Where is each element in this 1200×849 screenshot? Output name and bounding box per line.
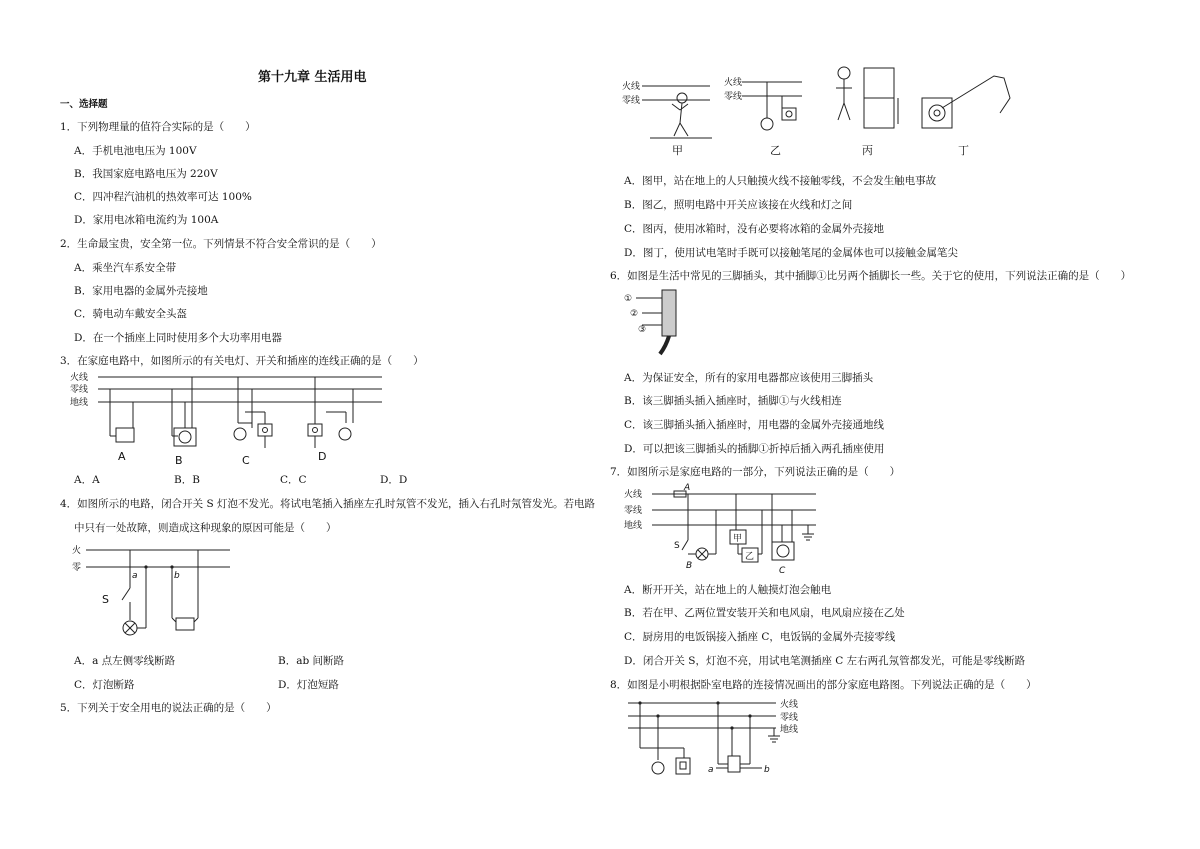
q2-option-d: D．在一个插座上同时使用多个大功率用电器 bbox=[74, 332, 282, 344]
q3-stem: 3．在家庭电路中，如图所示的有关电灯、开关和插座的连线正确的是（ ） bbox=[60, 355, 424, 367]
q7-line-ground: 地线 bbox=[624, 521, 643, 531]
q8-line-ground: 地线 bbox=[780, 725, 799, 735]
q3-fig-label-d: D bbox=[318, 450, 327, 463]
q1-option-b: B．我国家庭电路电压为 220V bbox=[74, 168, 218, 180]
q5-fig-label-jia: 甲 bbox=[672, 144, 683, 157]
q5-option-a: A．图甲，站在地上的人只触摸火线不接触零线，不会发生触电事故 bbox=[624, 175, 937, 187]
q8-circuit-figure bbox=[624, 696, 814, 786]
q5-jia-line-live: 火线 bbox=[622, 82, 641, 92]
q7-option-d: D．闭合开关 S，灯泡不亮，用试电笔测插座 C 左右两孔氖管都发光，可能是零线断路 bbox=[624, 655, 1026, 667]
page-title: 第十九章 生活用电 bbox=[258, 70, 367, 85]
q3-line-neutral: 零线 bbox=[70, 385, 89, 395]
q5-jia-line-neutral: 零线 bbox=[622, 96, 641, 106]
q5-yi-line-live: 火线 bbox=[724, 78, 743, 88]
q5-fig-label-ding: 丁 bbox=[958, 144, 969, 157]
q6-pin-2: ② bbox=[630, 309, 639, 319]
q4-switch-label: S bbox=[102, 593, 109, 606]
q4-stem-line1: 4．如图所示的电路，闭合开关 S 灯泡不发光。将试电笔插入插座左孔时氖管不发光，插入右孔时氖管发光。若电路 bbox=[60, 498, 596, 510]
q4-option-b: B．ab 间断路 bbox=[278, 655, 345, 667]
q6-pin-1: ① bbox=[624, 294, 633, 304]
q8-line-live: 火线 bbox=[780, 700, 799, 710]
q4-stem-line2: 中只有一处故障，则造成这种现象的原因可能是（ ） bbox=[74, 522, 337, 534]
q7-option-c: C．厨房用的电饭锅接入插座 C，电饭锅的金属外壳接零线 bbox=[624, 631, 896, 643]
q2-stem: 2．生命最宝贵，安全第一位。下列情景不符合安全常识的是（ ） bbox=[60, 238, 382, 250]
q7-position-jia: 甲 bbox=[733, 534, 743, 544]
q7-stem: 7．如图所示是家庭电路的一部分，下列说法正确的是（ ） bbox=[610, 466, 901, 478]
q6-option-d: D．可以把该三脚插头的插脚①折掉后插入两孔插座使用 bbox=[624, 443, 885, 455]
q4-line-neutral: 零 bbox=[72, 563, 82, 573]
q3-line-ground: 地线 bbox=[70, 398, 89, 408]
q4-option-d: D．灯泡短路 bbox=[278, 679, 339, 691]
q6-pin-3: ③ bbox=[638, 325, 647, 335]
q2-option-c: C．骑电动车戴安全头盔 bbox=[74, 308, 188, 320]
q4-circuit-figure bbox=[70, 540, 240, 640]
section-heading: 一、选择题 bbox=[60, 99, 108, 110]
q3-option-c: C．C bbox=[280, 474, 307, 486]
q5-yi-line-neutral: 零线 bbox=[724, 92, 743, 102]
q7-socket-c: C bbox=[779, 566, 786, 576]
q8-point-b: b bbox=[764, 765, 770, 775]
q3-circuit-figure bbox=[70, 368, 390, 468]
q7-position-yi: 乙 bbox=[745, 552, 755, 562]
q8-line-neutral: 零线 bbox=[780, 713, 799, 723]
q2-option-b: B．家用电器的金属外壳接地 bbox=[74, 285, 208, 297]
q1-option-d: D．家用电冰箱电流约为 100A bbox=[74, 214, 219, 226]
q3-line-live: 火线 bbox=[70, 373, 89, 383]
q3-fig-label-c: C bbox=[242, 454, 250, 467]
q5-option-b: B．图乙，照明电路中开关应该接在火线和灯之间 bbox=[624, 199, 853, 211]
q7-point-b: B bbox=[686, 561, 693, 571]
q1-option-a: A．手机电池电压为 100V bbox=[74, 145, 197, 157]
q5-option-c: C．图丙，使用冰箱时，没有必要将冰箱的金属外壳接地 bbox=[624, 223, 885, 235]
q5-fig-label-yi: 乙 bbox=[770, 144, 781, 157]
q3-fig-label-a: A bbox=[118, 450, 126, 463]
q3-option-b: B．B bbox=[174, 474, 200, 486]
q7-option-b: B．若在甲、乙两位置安装开关和电风扇，电风扇应接在乙处 bbox=[624, 607, 905, 619]
q6-option-b: B．该三脚插头插入插座时，插脚①与火线相连 bbox=[624, 395, 842, 407]
q5-stem: 5．下列关于安全用电的说法正确的是（ ） bbox=[60, 702, 277, 714]
q7-line-live: 火线 bbox=[624, 490, 643, 500]
q2-option-a: A．乘坐汽车系安全带 bbox=[74, 262, 177, 274]
q5-fig-label-bing: 丙 bbox=[862, 144, 873, 157]
q7-circuit-figure bbox=[624, 482, 834, 577]
q4-point-b: b bbox=[174, 571, 180, 581]
q6-stem: 6．如图是生活中常见的三脚插头，其中插脚①比另两个插脚长一些。关于它的使用，下列说法正确的是（ ） bbox=[610, 270, 1132, 282]
q3-option-a: A．A bbox=[74, 474, 100, 486]
q7-line-neutral: 零线 bbox=[624, 506, 643, 516]
q5-figure bbox=[622, 58, 1022, 158]
q4-line-live: 火 bbox=[72, 546, 82, 556]
q4-option-c: C．灯泡断路 bbox=[74, 679, 135, 691]
q4-option-a: A．a 点左侧零线断路 bbox=[74, 655, 176, 667]
q4-point-a: a bbox=[132, 571, 138, 581]
q7-option-a: A．断开开关，站在地上的人触摸灯泡会触电 bbox=[624, 584, 832, 596]
q8-point-a: a bbox=[708, 765, 714, 775]
q1-stem: 1．下列物理量的值符合实际的是（ ） bbox=[60, 121, 256, 133]
q5-option-d: D．图丁，使用试电笔时手既可以接触笔尾的金属体也可以接触金属笔尖 bbox=[624, 247, 958, 259]
q6-option-c: C．该三脚插头插入插座时，用电器的金属外壳接通地线 bbox=[624, 419, 885, 431]
q8-stem: 8．如图是小明根据卧室电路的连接情况画出的部分家庭电路图。下列说法正确的是（ ） bbox=[610, 679, 1037, 691]
q7-point-a: A bbox=[684, 483, 691, 493]
q6-plug-figure bbox=[624, 288, 684, 358]
q3-fig-label-b: B bbox=[175, 454, 183, 467]
q1-option-c: C．四冲程汽油机的热效率可达 100% bbox=[74, 191, 252, 203]
q6-option-a: A．为保证安全，所有的家用电器都应该使用三脚插头 bbox=[624, 372, 874, 384]
q7-switch-label: S bbox=[674, 541, 680, 551]
q3-option-d: D．D bbox=[380, 474, 408, 486]
